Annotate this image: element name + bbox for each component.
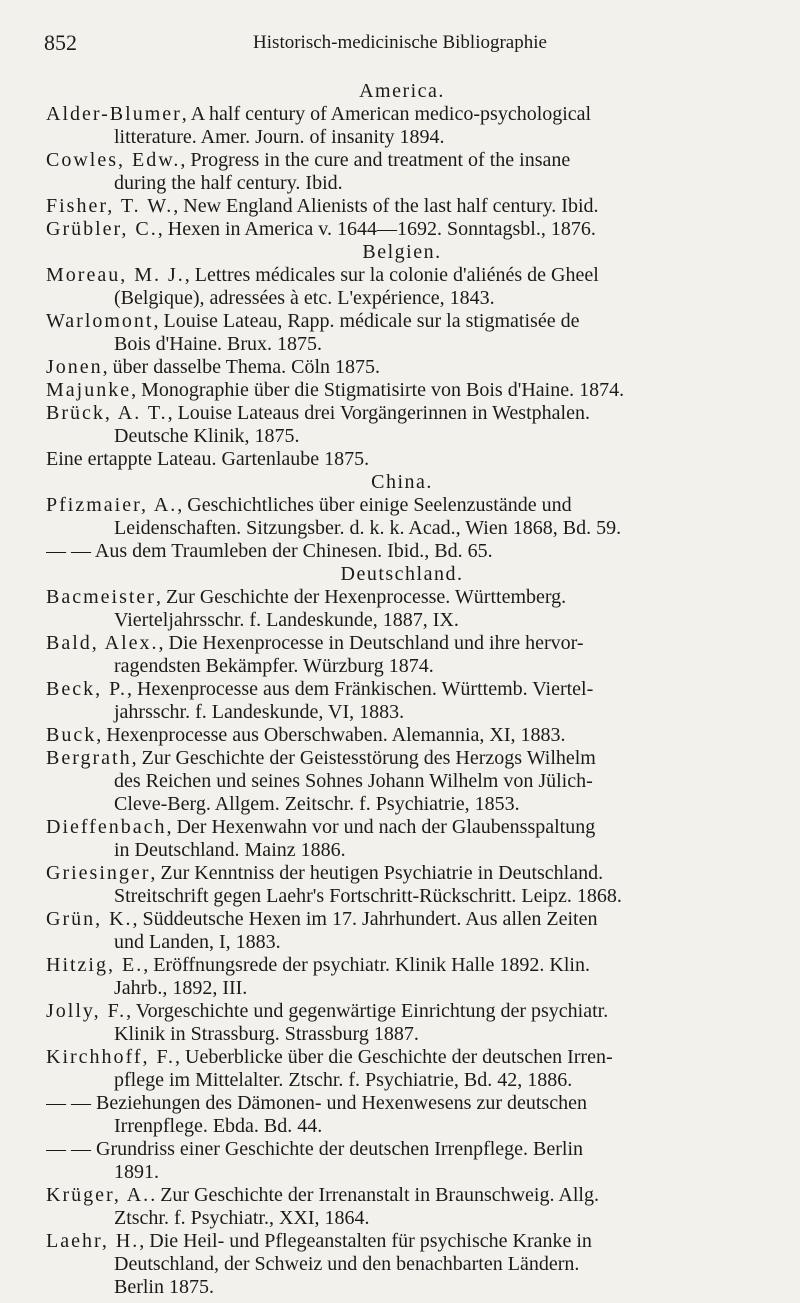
entry-line bbox=[46, 287, 758, 310]
bibliography-entry bbox=[46, 816, 758, 862]
entry-line bbox=[46, 1115, 758, 1138]
entry-text: Jahrb., 1892, III. bbox=[114, 977, 248, 999]
entry-text: — — Beziehungen des Dämonen- und Hexenwesens zur deutschen bbox=[46, 1092, 587, 1114]
bibliography-entry bbox=[46, 1230, 758, 1299]
entry-line bbox=[46, 218, 758, 241]
entry-line bbox=[46, 333, 758, 356]
section-title: America. bbox=[359, 80, 445, 102]
entry-text: , Der Hexenwahn vor und nach der Glaubensspaltung bbox=[166, 816, 596, 838]
bibliography-entry bbox=[46, 747, 758, 816]
entry-text: , Geschichtliches über einige Seelenzustände und bbox=[177, 494, 572, 516]
entry-text: 1891. bbox=[114, 1161, 159, 1183]
entry-text: Deutsche Klinik, 1875. bbox=[114, 425, 300, 447]
section-title: Deutschland. bbox=[340, 563, 464, 585]
entry-line bbox=[46, 264, 758, 287]
entry-author: Bacmeister bbox=[46, 586, 156, 608]
entry-line bbox=[46, 770, 758, 793]
entry-text: , Monographie über die Stigmatisirte von Bois d'Haine. 1874. bbox=[131, 379, 625, 401]
bibliography-entry bbox=[46, 218, 758, 241]
entry-text: Deutschland, der Schweiz und den benachbarten Ländern. bbox=[114, 1253, 580, 1275]
entry-line bbox=[46, 931, 758, 954]
bibliography-entry bbox=[46, 1184, 758, 1230]
entry-text: pflege im Mittelalter. Ztschr. f. Psychiatrie, Bd. 42, 1886. bbox=[114, 1069, 573, 1091]
entry-line bbox=[46, 1207, 758, 1230]
entry-text: , Progress in the cure and treatment of the insane bbox=[180, 149, 571, 171]
entry-text: — — Grundriss einer Geschichte der deutschen Irrenpflege. Berlin bbox=[46, 1138, 584, 1160]
entry-text: Irrenpflege. Ebda. Bd. 44. bbox=[114, 1115, 323, 1137]
entry-line bbox=[46, 379, 758, 402]
entry-text: , Zur Kenntniss der heutigen Psychiatrie in Deutschland. bbox=[150, 862, 604, 884]
bibliography-list bbox=[46, 80, 758, 1299]
bibliography-entry bbox=[46, 954, 758, 1000]
entry-line bbox=[46, 632, 758, 655]
entry-author: Alder-Blumer bbox=[46, 103, 182, 125]
entry-line bbox=[46, 494, 758, 517]
entry-line bbox=[46, 678, 758, 701]
entry-line bbox=[46, 701, 758, 724]
entry-text: litterature. Amer. Journ. of insanity 1894. bbox=[114, 126, 445, 148]
entry-text: , über dasselbe Thema. Cöln 1875. bbox=[102, 356, 381, 378]
entry-line bbox=[46, 816, 758, 839]
entry-author: Majunke bbox=[46, 379, 132, 401]
bibliography-entry bbox=[46, 632, 758, 678]
entry-line bbox=[46, 402, 758, 425]
entry-text: des Reichen und seines Sohnes Johann Wilhelm von Jülich- bbox=[114, 770, 593, 792]
entry-author: Beck, P. bbox=[46, 678, 127, 700]
entry-text: in Deutschland. Mainz 1886. bbox=[114, 839, 346, 861]
entry-line bbox=[46, 448, 758, 471]
entry-text: Ztschr. f. Psychiatr., XXI, 1864. bbox=[114, 1207, 370, 1229]
bibliography-entry bbox=[46, 1000, 758, 1046]
entry-line bbox=[46, 126, 758, 149]
entry-author: Bald, Alex. bbox=[46, 632, 159, 654]
entry-author: Griesinger bbox=[46, 862, 151, 884]
entry-line bbox=[46, 1069, 758, 1092]
entry-author: Hitzig, E. bbox=[46, 954, 144, 976]
entry-text: jahrsschr. f. Landeskunde, VI, 1883. bbox=[114, 701, 405, 723]
bibliography-entry bbox=[46, 264, 758, 310]
entry-text: , Lettres médicales sur la colonie d'aliénés de Gheel bbox=[184, 264, 599, 286]
bibliography-entry bbox=[46, 379, 758, 402]
entry-author: Moreau, M. J. bbox=[46, 264, 185, 286]
entry-text: , Hexenprocesse aus Oberschwaben. Alemannia, XI, 1883. bbox=[96, 724, 566, 746]
entry-line bbox=[46, 609, 758, 632]
entry-text: Berlin 1875. bbox=[114, 1276, 214, 1298]
entry-line bbox=[46, 540, 758, 563]
entry-text: , Eröffnungsrede der psychiatr. Klinik Halle 1892. Klin. bbox=[143, 954, 590, 976]
entry-text: Eine ertappte Lateau. Gartenlaube 1875. bbox=[46, 448, 370, 470]
bibliography-entry bbox=[46, 724, 758, 747]
entry-text: ragendsten Bekämpfer. Würzburg 1874. bbox=[114, 655, 434, 677]
bibliography-entry bbox=[46, 195, 758, 218]
entry-text: , Zur Geschichte der Hexenprocesse. Württemberg. bbox=[155, 586, 567, 608]
entry-line bbox=[46, 195, 758, 218]
entry-line bbox=[46, 356, 758, 379]
entry-line bbox=[46, 977, 758, 1000]
entry-author: Brück, A. T. bbox=[46, 402, 168, 424]
bibliography-entry bbox=[46, 1092, 758, 1138]
bibliography-entry bbox=[46, 103, 758, 149]
entry-line bbox=[46, 1092, 758, 1115]
entry-text: — — Aus dem Traumleben der Chinesen. Ibid., Bd. 65. bbox=[46, 540, 493, 562]
entry-author: Grün, K. bbox=[46, 908, 133, 930]
entry-line bbox=[46, 1046, 758, 1069]
entry-author: Grübler, C. bbox=[46, 218, 158, 240]
entry-author: Jonen bbox=[46, 356, 103, 378]
entry-line bbox=[46, 908, 758, 931]
bibliography-entry bbox=[46, 678, 758, 724]
entry-text: , Louise Lateau, Rapp. médicale sur la stigmatisée de bbox=[153, 310, 580, 332]
bibliography-entry bbox=[46, 540, 758, 563]
entry-line bbox=[46, 103, 758, 126]
entry-line bbox=[46, 149, 758, 172]
bibliography-entry bbox=[46, 448, 758, 471]
entry-text: , Die Hexenprocesse in Deutschland und ihre hervor- bbox=[158, 632, 584, 654]
entry-line bbox=[46, 586, 758, 609]
entry-text: , Süddeutsche Hexen im 17. Jahrhundert. Aus allen Zeiten bbox=[132, 908, 598, 930]
entry-text: Bois d'Haine. Brux. 1875. bbox=[114, 333, 323, 355]
entry-text: , A half century of American medico-psychological bbox=[181, 103, 592, 125]
running-title: Historisch-medicinische Bibliographie bbox=[253, 32, 547, 53]
entry-author: Warlomont bbox=[46, 310, 154, 332]
entry-text: , Vorgeschichte und gegenwärtige Einrichtung der psychiatr. bbox=[126, 1000, 609, 1022]
entry-line bbox=[46, 517, 758, 540]
entry-line bbox=[46, 839, 758, 862]
page-number: 852 bbox=[44, 30, 77, 55]
entry-author: Jolly, F. bbox=[46, 1000, 127, 1022]
entry-line bbox=[46, 1023, 758, 1046]
entry-author: Dieffenbach bbox=[46, 816, 167, 838]
entry-line bbox=[46, 954, 758, 977]
entry-line bbox=[46, 724, 758, 747]
entry-line bbox=[46, 655, 758, 678]
entry-line bbox=[46, 747, 758, 770]
bibliography-entry bbox=[46, 862, 758, 908]
entry-text: , Hexenprocesse aus dem Fränkischen. Württemb. Viertel- bbox=[127, 678, 594, 700]
entry-text: Vierteljahrsschr. f. Landeskunde, 1887, IX. bbox=[114, 609, 459, 631]
bibliography-entry bbox=[46, 310, 758, 356]
entry-text: Streitschrift gegen Laehr's Fortschritt-Rückschritt. Leipz. 1868. bbox=[114, 885, 622, 907]
bibliography-entry bbox=[46, 494, 758, 540]
entry-line bbox=[46, 310, 758, 333]
entry-author: Cowles, Edw. bbox=[46, 149, 181, 171]
entry-line bbox=[46, 793, 758, 816]
entry-author: Krüger, A. bbox=[46, 1184, 151, 1206]
entry-author: Buck bbox=[46, 724, 97, 746]
entry-line bbox=[46, 1276, 758, 1299]
bibliography-entry bbox=[46, 1046, 758, 1092]
entry-text: (Belgique), adressées à etc. L'expérience, 1843. bbox=[114, 287, 495, 309]
bibliography-entry bbox=[46, 1138, 758, 1184]
entry-author: Kirchhoff, F. bbox=[46, 1046, 176, 1068]
entry-author: Laehr, H. bbox=[46, 1230, 140, 1252]
entry-line bbox=[46, 1253, 758, 1276]
entry-text: , Louise Lateaus drei Vorgängerinnen in Westphalen. bbox=[167, 402, 590, 424]
entry-line bbox=[46, 885, 758, 908]
entry-text: Klinik in Strassburg. Strassburg 1887. bbox=[114, 1023, 419, 1045]
entry-line bbox=[46, 425, 758, 448]
entry-line bbox=[46, 862, 758, 885]
entry-text: , Ueberblicke über die Geschichte der deutschen Irren- bbox=[175, 1046, 613, 1068]
bibliography-entry bbox=[46, 908, 758, 954]
entry-author: Bergrath bbox=[46, 747, 132, 769]
bibliography-entry bbox=[46, 586, 758, 632]
entry-text: Cleve-Berg. Allgem. Zeitschr. f. Psychiatrie, 1853. bbox=[114, 793, 520, 815]
entry-text: during the half century. Ibid. bbox=[114, 172, 343, 194]
bibliography-entry bbox=[46, 356, 758, 379]
entry-author: Fisher, T. W. bbox=[46, 195, 174, 217]
entry-line bbox=[46, 172, 758, 195]
section-title: Belgien. bbox=[362, 241, 442, 263]
bibliography-entry bbox=[46, 402, 758, 448]
entry-text: , New England Alienists of the last half century. Ibid. bbox=[173, 195, 599, 217]
entry-text: , Hexen in America v. 1644—1692. Sonntagsbl., 1876. bbox=[157, 218, 596, 240]
section-title: China. bbox=[371, 471, 433, 493]
entry-author: Pfizmaier, A. bbox=[46, 494, 178, 516]
entry-text: , Die Heil- und Pflegeanstalten für psychische Kranke in bbox=[139, 1230, 592, 1252]
entry-text: , Zur Geschichte der Geistesstörung des Herzogs Wilhelm bbox=[131, 747, 596, 769]
page-header bbox=[40, 30, 760, 60]
entry-text: Leidenschaften. Sitzungsber. d. k. k. Acad., Wien 1868, Bd. 59. bbox=[114, 517, 622, 539]
entry-line bbox=[46, 1161, 758, 1184]
entry-line bbox=[46, 1230, 758, 1253]
entry-line bbox=[46, 1138, 758, 1161]
entry-text: und Landen, I, 1883. bbox=[114, 931, 281, 953]
bibliography-entry bbox=[46, 149, 758, 195]
entry-line bbox=[46, 1000, 758, 1023]
entry-text: . Zur Geschichte der Irrenanstalt in Braunschweig. Allg. bbox=[150, 1184, 599, 1206]
entry-line bbox=[46, 1184, 758, 1207]
